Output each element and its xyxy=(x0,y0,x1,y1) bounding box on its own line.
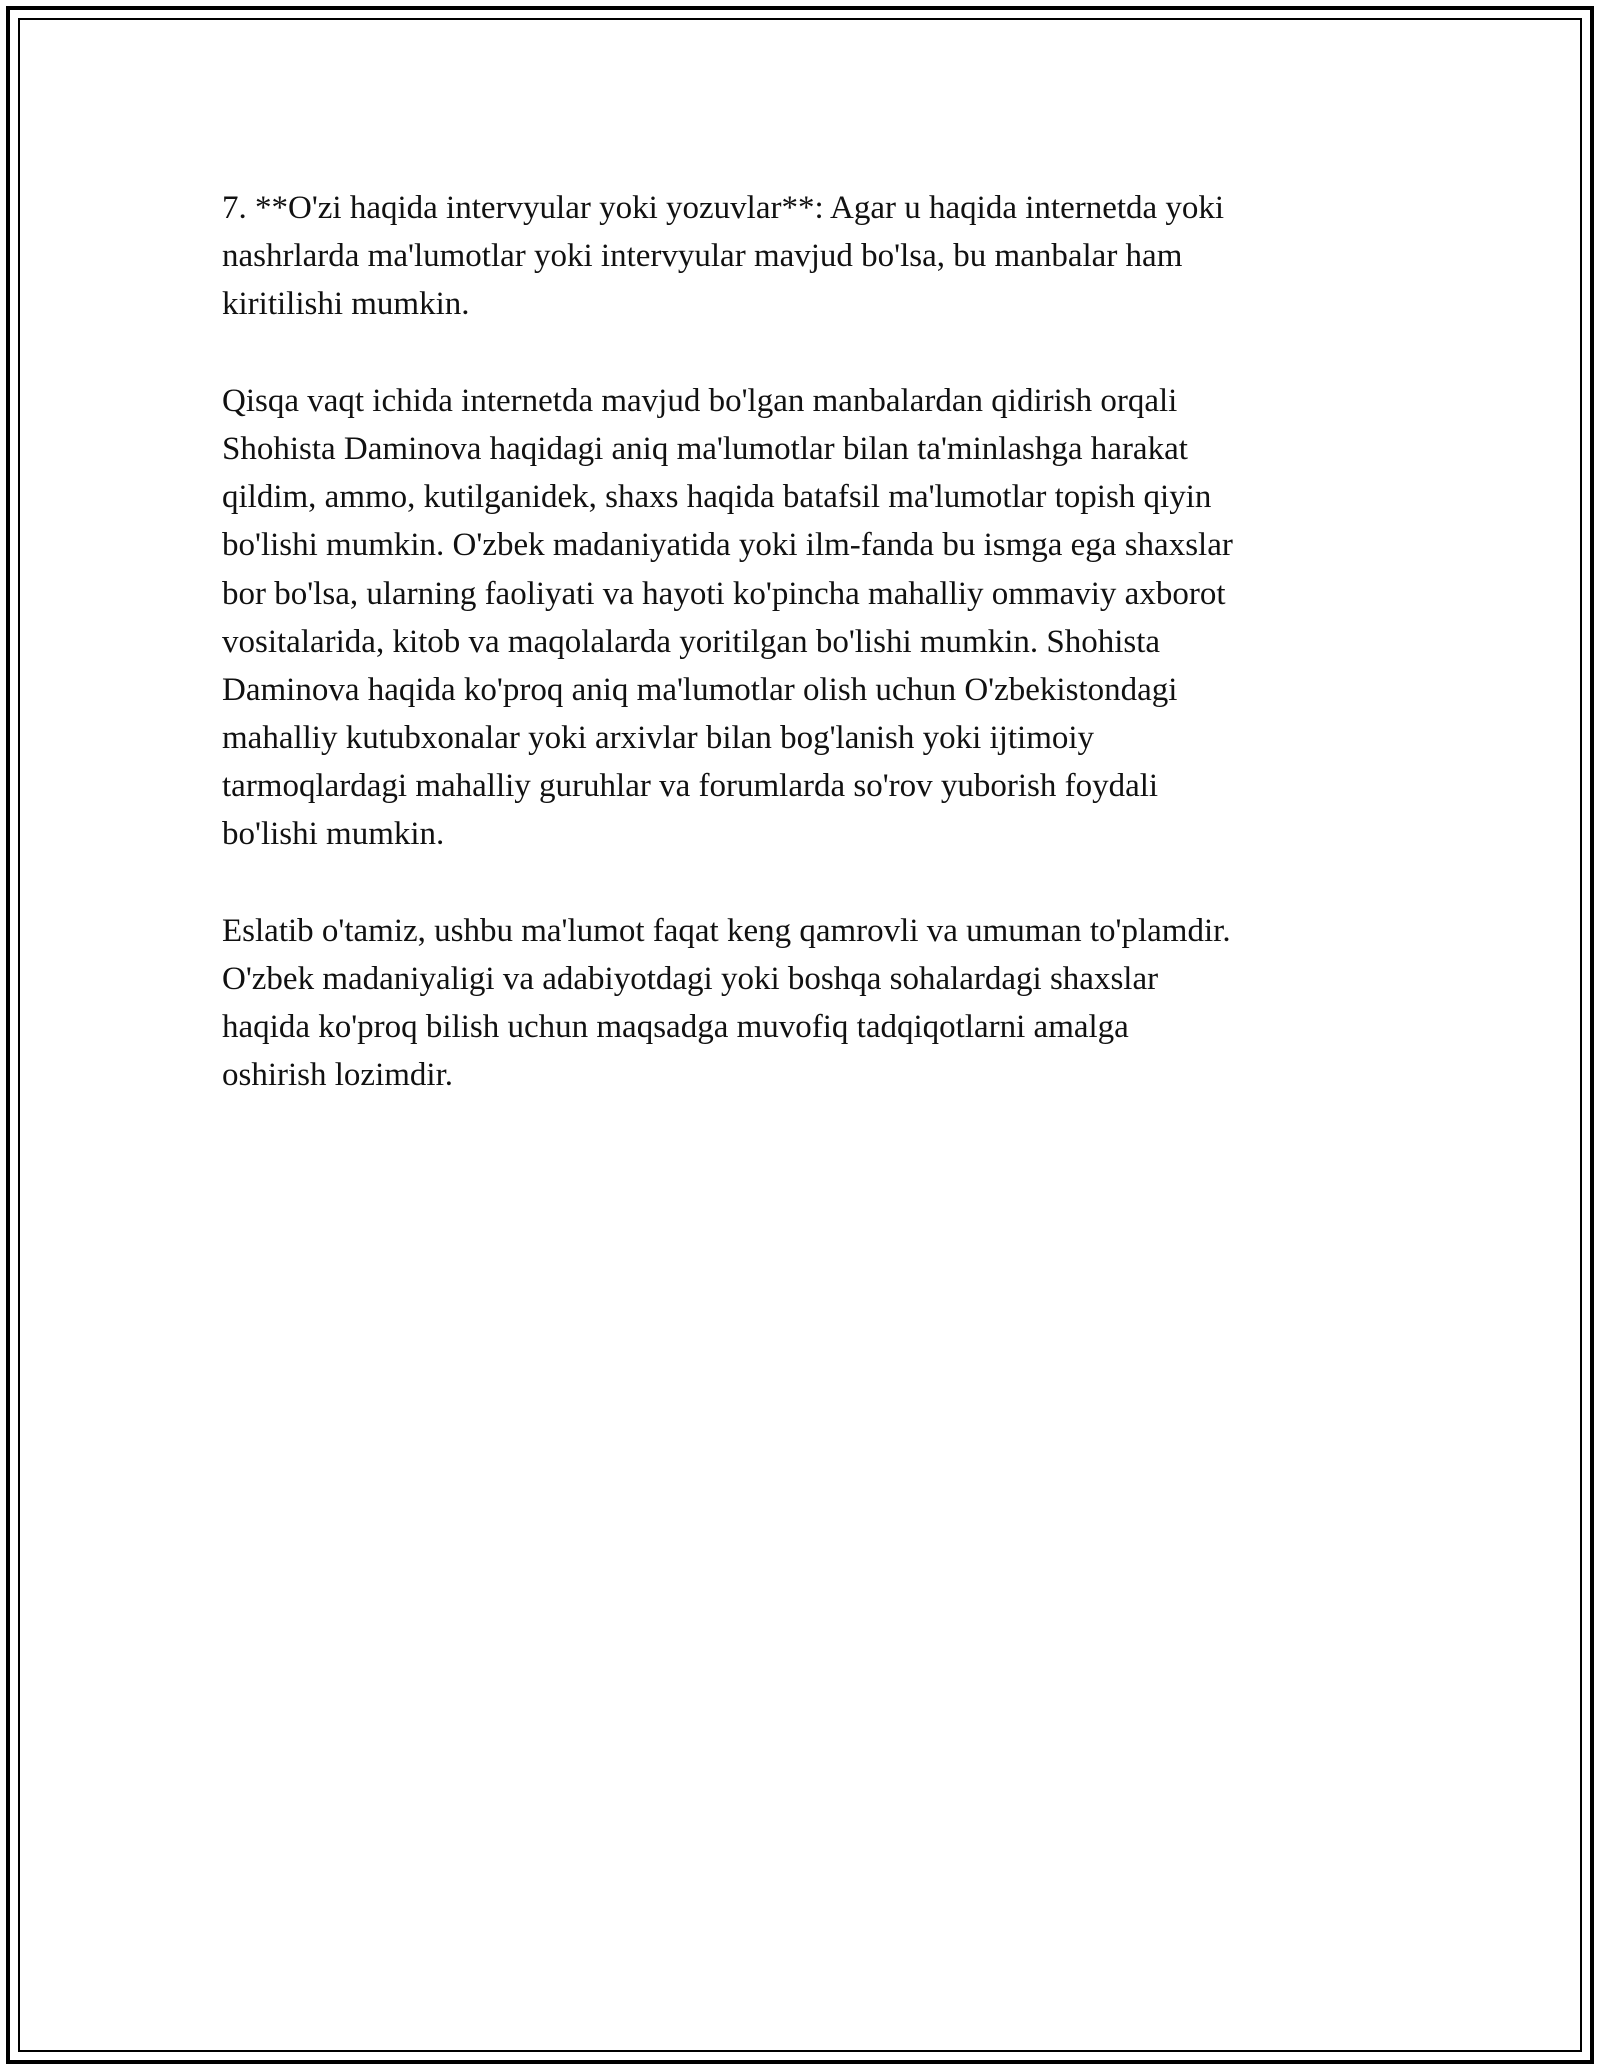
text-line: bo'lishi mumkin. O'zbek madaniyatida yoki ilm-fanda bu ismga ega shaxslar xyxy=(222,527,1233,564)
document-body xyxy=(222,184,1382,1148)
text-line: O'zbek madaniyaligi va adabiyotdagi yoki boshqa sohalardagi shaxslar xyxy=(222,961,1159,997)
text-line: 7. **O'zi haqida intervyular yoki yozuvlar**: Agar u haqida internetda yoki xyxy=(222,190,1225,226)
text-line: vositalarida, kitob va maqolalarda yoritilgan bo'lishi mumkin. Shohista xyxy=(222,623,1161,660)
text-line: Eslatib o'tamiz, ushbu ma'lumot faqat keng qamrovli va umuman to'plamdir. xyxy=(222,912,1231,949)
paragraph-search-note xyxy=(222,377,1382,859)
text-line: Daminova haqida ko'proq aniq ma'lumotlar olish uchun O'zbekistondagi xyxy=(222,671,1178,708)
text-line: oshirish lozimdir. xyxy=(222,1057,453,1094)
text-line: haqida ko'proq bilish uchun maqsadga muvofiq tadqiqotlarni amalga xyxy=(222,1009,1129,1046)
text-line: kiritilishi mumkin. xyxy=(222,286,470,323)
text-line: Qisqa vaqt ichida internetda mavjud bo'lgan manbalardan qidirish orqali xyxy=(222,382,1178,419)
paragraph-interviews xyxy=(222,184,1382,329)
text-line: nashrlarda ma'lumotlar yoki intervyular mavjud bo'lsa, bu manbalar ham xyxy=(222,238,1183,275)
text-line: qildim, ammo, kutilganidek, shaxs haqida batafsil ma'lumotlar topish qiyin xyxy=(222,479,1212,516)
paragraph-reminder xyxy=(222,907,1382,1100)
text-line: tarmoqlardagi mahalliy guruhlar va forumlarda so'rov yuborish foydali xyxy=(222,768,1159,805)
text-line: bor bo'lsa, ularning faoliyati va hayoti ko'pincha mahalliy ommaviy axborot xyxy=(222,575,1226,612)
text-line: bo'lishi mumkin. xyxy=(222,816,445,853)
text-line: mahalliy kutubxonalar yoki arxivlar bilan bog'lanish yoki ijtimoiy xyxy=(222,720,1095,757)
text-line: Shohista Daminova haqidagi aniq ma'lumotlar bilan ta'minlashga harakat xyxy=(222,430,1188,467)
